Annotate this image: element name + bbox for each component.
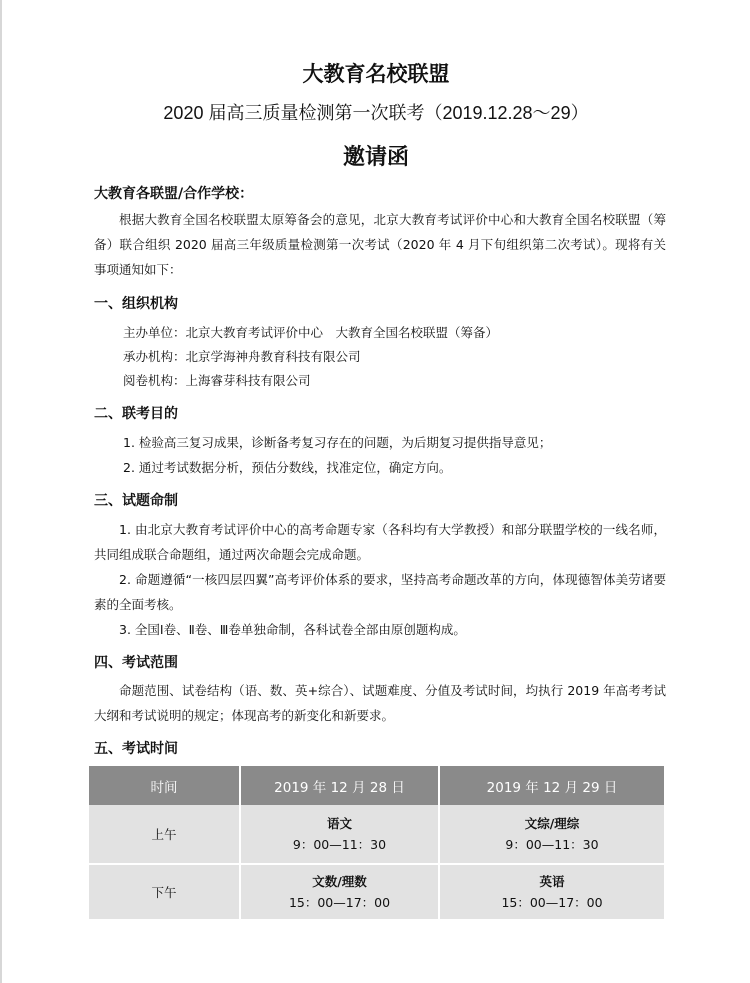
subject-label: 文数/理数 [312,874,367,889]
time-label: 15：00—17：00 [288,895,391,910]
subject-label: 文综/理综 [524,816,580,831]
period-cell: 上午 [89,805,240,864]
section-scope-title: 四、考试范围 [94,655,178,671]
undertaker-line: 承办机构：北京学海神舟教育科技有限公司 [123,349,361,364]
design-item-1: 1. 由北京大教育考试评价中心的高考命题专家（各科均有大学教授）和部分联盟学校的一线名师，共同组成联合命题组，通过两次命题会完成命题。 [94,522,666,562]
section-purpose-title: 二、联考目的 [94,406,178,422]
purpose-item-1: 1. 检验高三复习成果，诊断备考复习存在的问题，为后期复习提供指导意见； [123,435,552,450]
subject-label: 英语 [539,874,565,889]
table-row [89,864,664,920]
header-time: 时间 [89,766,240,805]
exam-title: 2020 届高三质量检测第一次联考（2019.12.28～29） [163,103,589,123]
invitation-title: 邀请函 [342,145,409,170]
organizer-line: 主办单位：北京大教育考试评价中心 大教育全国名校联盟（筹备） [123,325,499,340]
header-day2: 2019 年 12 月 29 日 [439,766,664,805]
schedule-header-row [89,766,664,805]
league-title: 大教育名校联盟 [302,62,450,86]
subject-label: 语文 [326,816,352,831]
design-item-2: 2. 命题遵循“一核四层四翼”高考评价体系的要求，坚持高考命题改革的方向，体现德智体美劳诸要素的全面考核。 [94,572,666,612]
section-organization-title: 一、组织机构 [94,296,178,312]
scope-paragraph: 命题范围、试卷结构（语、数、英+综合）、试题难度、分值及考试时间，均执行 2019 年高考考试大纲和考试说明的规定；体现高考的新变化和新要求。 [94,683,666,723]
time-label: 15：00—17：00 [501,895,603,910]
purpose-item-2: 2. 通过考试数据分析，预估分数线，找准定位，确定方向。 [123,460,452,475]
exam-cell [240,805,439,864]
section-question-design-title: 三、试题命制 [94,493,178,509]
time-label: 9：00—11：30 [292,837,387,852]
period-cell: 下午 [89,864,240,920]
greeting: 大教育各联盟/合作学校： [94,186,254,202]
exam-cell [240,864,439,920]
grader-line: 阅卷机构：上海睿芽科技有限公司 [123,373,311,388]
design-item-3: 3. 全国Ⅰ卷、Ⅱ卷、Ⅲ卷单独命制，各科试卷全部由原创题构成。 [119,622,466,637]
section-schedule-title: 五、考试时间 [94,741,178,757]
header-day1: 2019 年 12 月 28 日 [240,766,439,805]
schedule-table [89,766,664,921]
time-label: 9：00—11：30 [505,837,599,852]
exam-cell [439,864,664,920]
exam-cell [439,805,664,864]
table-row [89,805,664,864]
intro-paragraph: 根据大教育全国名校联盟太原筹备会的意见，北京大教育考试评价中心和大教育全国名校联盟（筹备）联合组织 2020 届高三年级质量检测第一次考试（2020 年 4 月下旬组织第二次考试）。现将有关事项通知如下： [94,212,666,277]
